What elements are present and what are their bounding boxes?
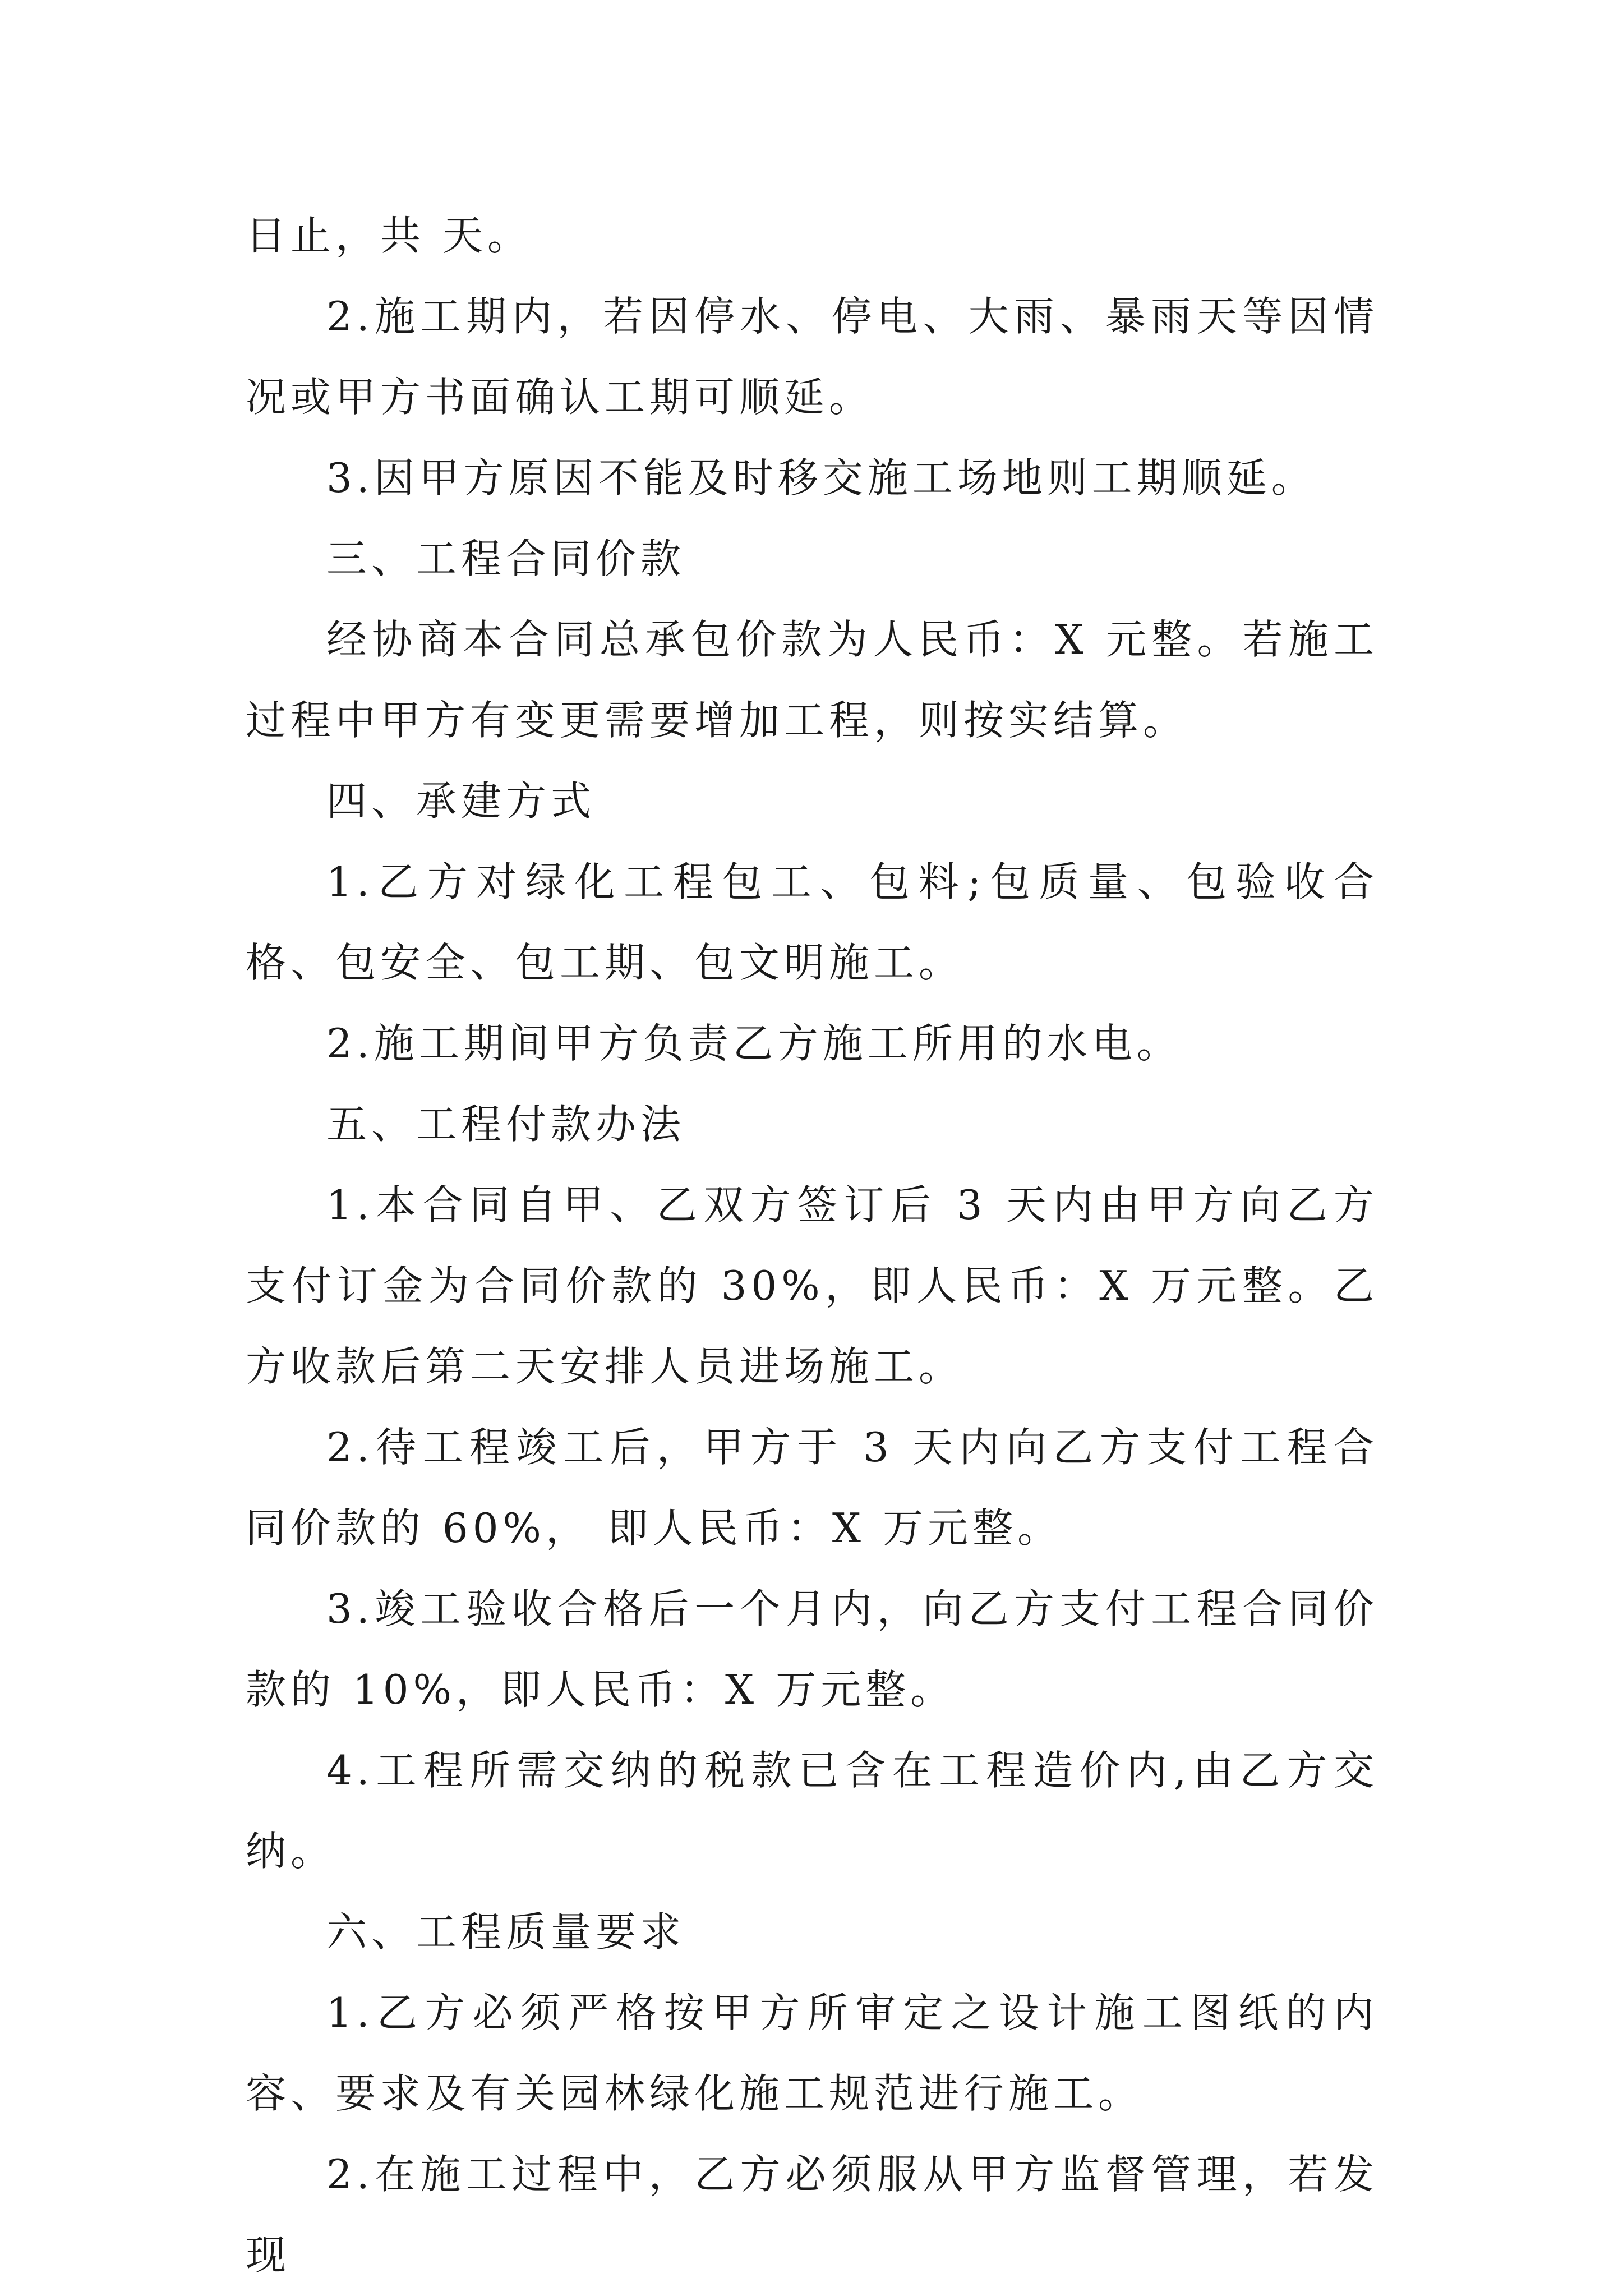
paragraph-8: 2.施工期间甲方负责乙方施工所用的水电。 bbox=[326, 1020, 1182, 1067]
paragraph-13: 4.工程所需交纳的税款已含在工程造价内,由乙方交纳。 bbox=[246, 1747, 1378, 1875]
section-heading-6: 六、工程质量要求 bbox=[326, 1908, 686, 1955]
section-heading-4: 四、承建方式 bbox=[326, 777, 596, 825]
section-heading-5: 五、工程付款办法 bbox=[326, 1101, 686, 1148]
paragraph-12: 3.竣工验收合格后一个月内，向乙方支付工程合同价款的 10%，即人民币：X 万元整。 bbox=[246, 1585, 1378, 1713]
document-body bbox=[246, 195, 1378, 2295]
paragraph-7: 1.乙方对绿化工程包工、包料;包质量、包验收合格、包安全、包工期、包文明施工。 bbox=[246, 858, 1378, 986]
paragraph-1: 日止，共 天。 bbox=[246, 212, 532, 259]
paragraph-2: 2.施工期内，若因停水、停电、大雨、暴雨天等因情况或甲方书面确认工期可顺延。 bbox=[246, 293, 1378, 421]
section-heading-3: 三、工程合同价款 bbox=[326, 535, 686, 582]
paragraph-11: 2.待工程竣工后，甲方于 3 天内向乙方支付工程合同价款的 60%， 即人民币：X 万元整。 bbox=[246, 1424, 1378, 1552]
paragraph-16: 2.在施工过程中，乙方必须服从甲方监督管理，若发现 bbox=[246, 2151, 1378, 2279]
paragraph-5: 经协商本合同总承包价款为人民币：X 元整。若施工过程中甲方有变更需要增加工程，则按实结算。 bbox=[246, 616, 1378, 744]
paragraph-15: 1.乙方必须严格按甲方所审定之设计施工图纸的内容、要求及有关园林绿化施工规范进行施工。 bbox=[246, 1989, 1378, 2117]
paragraph-10: 1.本合同自甲、乙双方签订后 3 天内由甲方向乙方支付订金为合同价款的 30%，即人民币：X 万元整。乙方收款后第二天安排人员进场施工。 bbox=[246, 1181, 1378, 1390]
paragraph-3: 3.因甲方原因不能及时移交施工场地则工期顺延。 bbox=[326, 454, 1316, 501]
